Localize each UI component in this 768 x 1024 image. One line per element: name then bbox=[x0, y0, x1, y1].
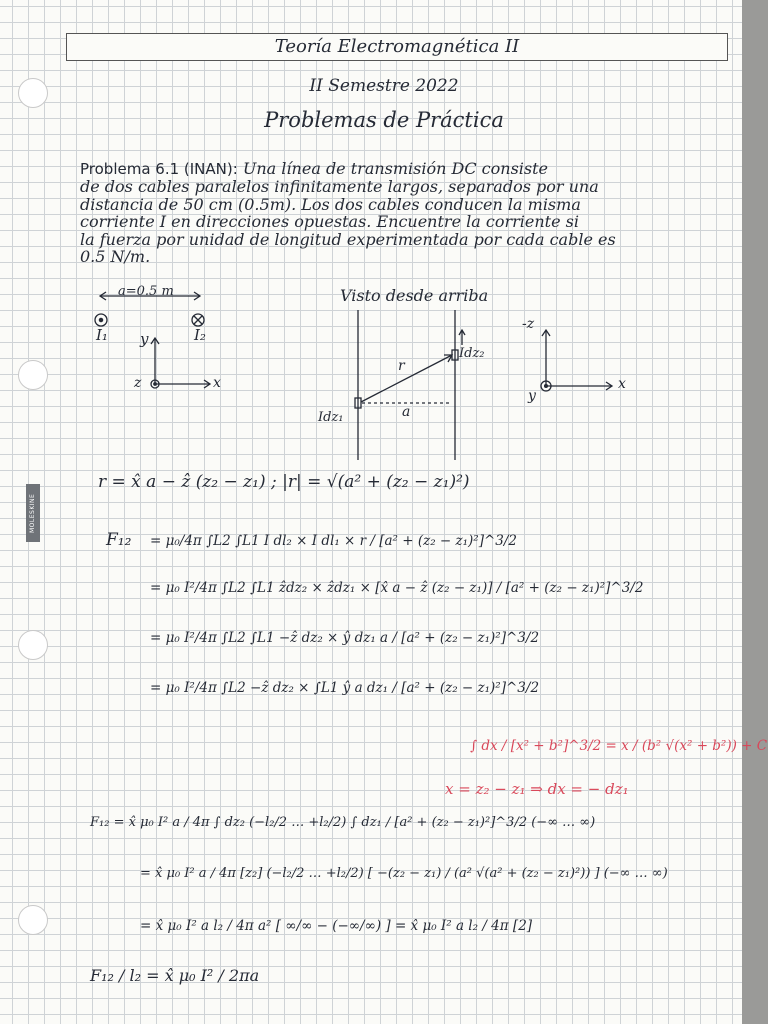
page-edge-shadow bbox=[742, 0, 768, 1024]
force-line-3: = μ₀ I²/4π ∫L2 ∫L1 −ẑ dz₂ × ŷ dz₁ a / [a² + (z₂ − z₁)²]^3/2 bbox=[150, 630, 540, 646]
problem-line: la fuerza por unidad de longitud experimentada por cada cable es bbox=[80, 229, 616, 249]
axis-y-label: y bbox=[140, 330, 149, 348]
axis-z-label: z bbox=[134, 375, 142, 391]
force-result-line-3: = x̂ μ₀ I² a l₂ / 4π a² [ ∞/∞ − (−∞/∞) ] = x̂ μ₀ I² a l₂ / 4π [2] bbox=[140, 918, 533, 934]
problem-line: 0.5 N/m. bbox=[80, 247, 151, 267]
force-line-1: = μ₀/4π ∫L2 ∫L1 I dl₂ × I dl₁ × r / [a² + (z₂ − z₁)²]^3/2 bbox=[150, 533, 518, 549]
course-title: Teoría Electromagnética II bbox=[274, 36, 520, 57]
current-dot bbox=[99, 318, 102, 321]
axis-y-label-right: y bbox=[528, 388, 536, 404]
substitution-note: x = z₂ − z₁ ⇒ dx = − dz₁ bbox=[445, 780, 629, 798]
axis-minus-z-label: -z bbox=[522, 316, 535, 332]
problem-line: Una línea de transmisión DC consiste bbox=[242, 159, 548, 178]
r-label: r bbox=[398, 358, 405, 374]
brand-tab: MOLESKINE bbox=[26, 484, 40, 542]
spacing-label: a=0.5 m bbox=[118, 284, 174, 299]
distance-label: a bbox=[402, 404, 411, 420]
r-vector-equation: r = x̂ a − ẑ (z₂ − z₁) ; |r| = √(a² + (z₂ − z₁)²) bbox=[98, 472, 470, 492]
axis-x-label: x bbox=[213, 375, 221, 391]
element-bottom-label: Idz₁ bbox=[318, 410, 344, 425]
force-result-line-2: = x̂ μ₀ I² a / 4π [z₂] (−l₂/2 … +l₂/2) [ −(z₂ − z₁) / (a² √(a² + (z₂ − z₁)²)) ] (−∞ … ∞) bbox=[140, 866, 668, 881]
force-result-line-1: F₁₂ = x̂ μ₀ I² a / 4π ∫ dz₂ (−l₂/2 … +l₂/2) ∫ dz₁ / [a² + (z₂ − z₁)²]^3/2 (−∞ … ∞) bbox=[90, 815, 596, 830]
element-top-label: Idz₂ bbox=[459, 346, 485, 361]
problem-line: corriente I en direcciones opuestas. Encuentre la corriente si bbox=[80, 212, 579, 232]
force-line-2: = μ₀ I²/4π ∫L2 ∫L1 ẑdz₂ × ẑdz₁ × [x̂ a − ẑ (z₂ − z₁)] / [a² + (z₂ − z₁)²]^3/2 bbox=[150, 580, 644, 596]
section-title: Problemas de Práctica bbox=[264, 108, 504, 132]
integral-identity: ∫ dx / [x² + b²]^3/2 = x / (b² √(x² + b²)) + C bbox=[470, 738, 768, 754]
problem-label: Problema 6.1 (INAN): bbox=[80, 160, 238, 178]
problem-line: de dos cables paralelos infinitamente largos, separados por una bbox=[80, 177, 599, 197]
current1-label: I₁ bbox=[96, 326, 108, 344]
force-line-4: = μ₀ I²/4π ∫L2 −ẑ dz₂ × ∫L1 ŷ a dz₁ / [a² + (z₂ − z₁)²]^3/2 bbox=[150, 680, 540, 696]
force-label: F₁₂ bbox=[106, 530, 132, 550]
problem-line: distancia de 50 cm (0.5m). Los dos cables conducen la misma bbox=[80, 194, 581, 214]
axis-x-label-right: x bbox=[618, 376, 626, 392]
current2-label: I₂ bbox=[194, 326, 206, 344]
final-result: F₁₂ / l₂ = x̂ μ₀ I² / 2πa bbox=[90, 966, 260, 985]
r-vector bbox=[361, 355, 452, 402]
semester-label: II Semestre 2022 bbox=[309, 76, 459, 96]
view-caption: Visto desde arriba bbox=[340, 286, 489, 305]
